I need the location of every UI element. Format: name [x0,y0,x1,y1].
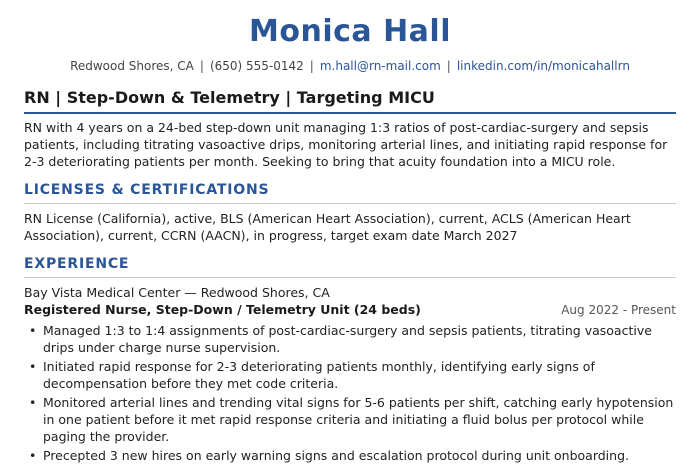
job-role: Registered Nurse, Step-Down / Telemetry Unit (24 beds) [24,302,421,317]
contact-email-link[interactable]: m.hall@rn-mail.com [319,59,441,73]
licenses-divider [24,203,676,204]
job-bullet-list [28,322,676,466]
job-bullet: • Initiated rapid response for 2-3 deteriorating patients monthly, identifying early signs of decompensation before they met code criteria. [28,358,676,392]
experience-section-title: EXPERIENCE [24,256,130,272]
job-bullet: • Managed 1:3 to 1:4 assignments of post-cardiac-surgery and sepsis patients, titrating vasoactive drips under charge nurse supervision. [28,322,676,356]
licenses-section-title: LICENSES & CERTIFICATIONS [24,182,270,198]
experience-divider [24,277,676,278]
summary-paragraph: RN with 4 years on a 24-bed step-down unit managing 1:3 ratios of post-cardiac-surgery and sepsis patients, including titrating vasoactive drips, monitoring arterial lines, and initiating rapid response for 2-3 deteriorating patients per month. Seeking to bring that acuity foundation into a MICU role. [24,120,668,169]
job-employer: Bay Vista Medical Center — Redwood Shores, CA [24,285,330,300]
contact-location: Redwood Shores, CA [70,59,194,73]
contact-phone: (650) 555-0142 [209,59,304,73]
headline-divider [24,112,676,114]
contact-line [0,59,700,73]
contact-separator: | [446,59,451,73]
job-bullet: • Monitored arterial lines and trending vital signs for 5-6 patients per shift, catching early hypotension in one patient before it met rapid response criteria and initiating a fluid bolus per protocol while paging the provider. [28,394,676,445]
job-dates: Aug 2022 - Present [561,303,676,317]
job-bullet: • Precepted 3 new hires on early warning signs and escalation protocol during unit onboarding. [28,447,676,464]
contact-linkedin-link[interactable]: linkedin.com/in/monicahallrn [456,59,630,73]
candidate-name: Monica Hall [249,14,451,49]
contact-separator: | [199,59,204,73]
contact-separator: | [309,59,314,73]
licenses-text: RN License (California), active, BLS (American Heart Association), current, ACLS (American Heart Association), current, CCRN (AACN), in progress, target exam date March 2027 [24,211,631,243]
headline: RN | Step-Down & Telemetry | Targeting MICU [24,88,435,107]
